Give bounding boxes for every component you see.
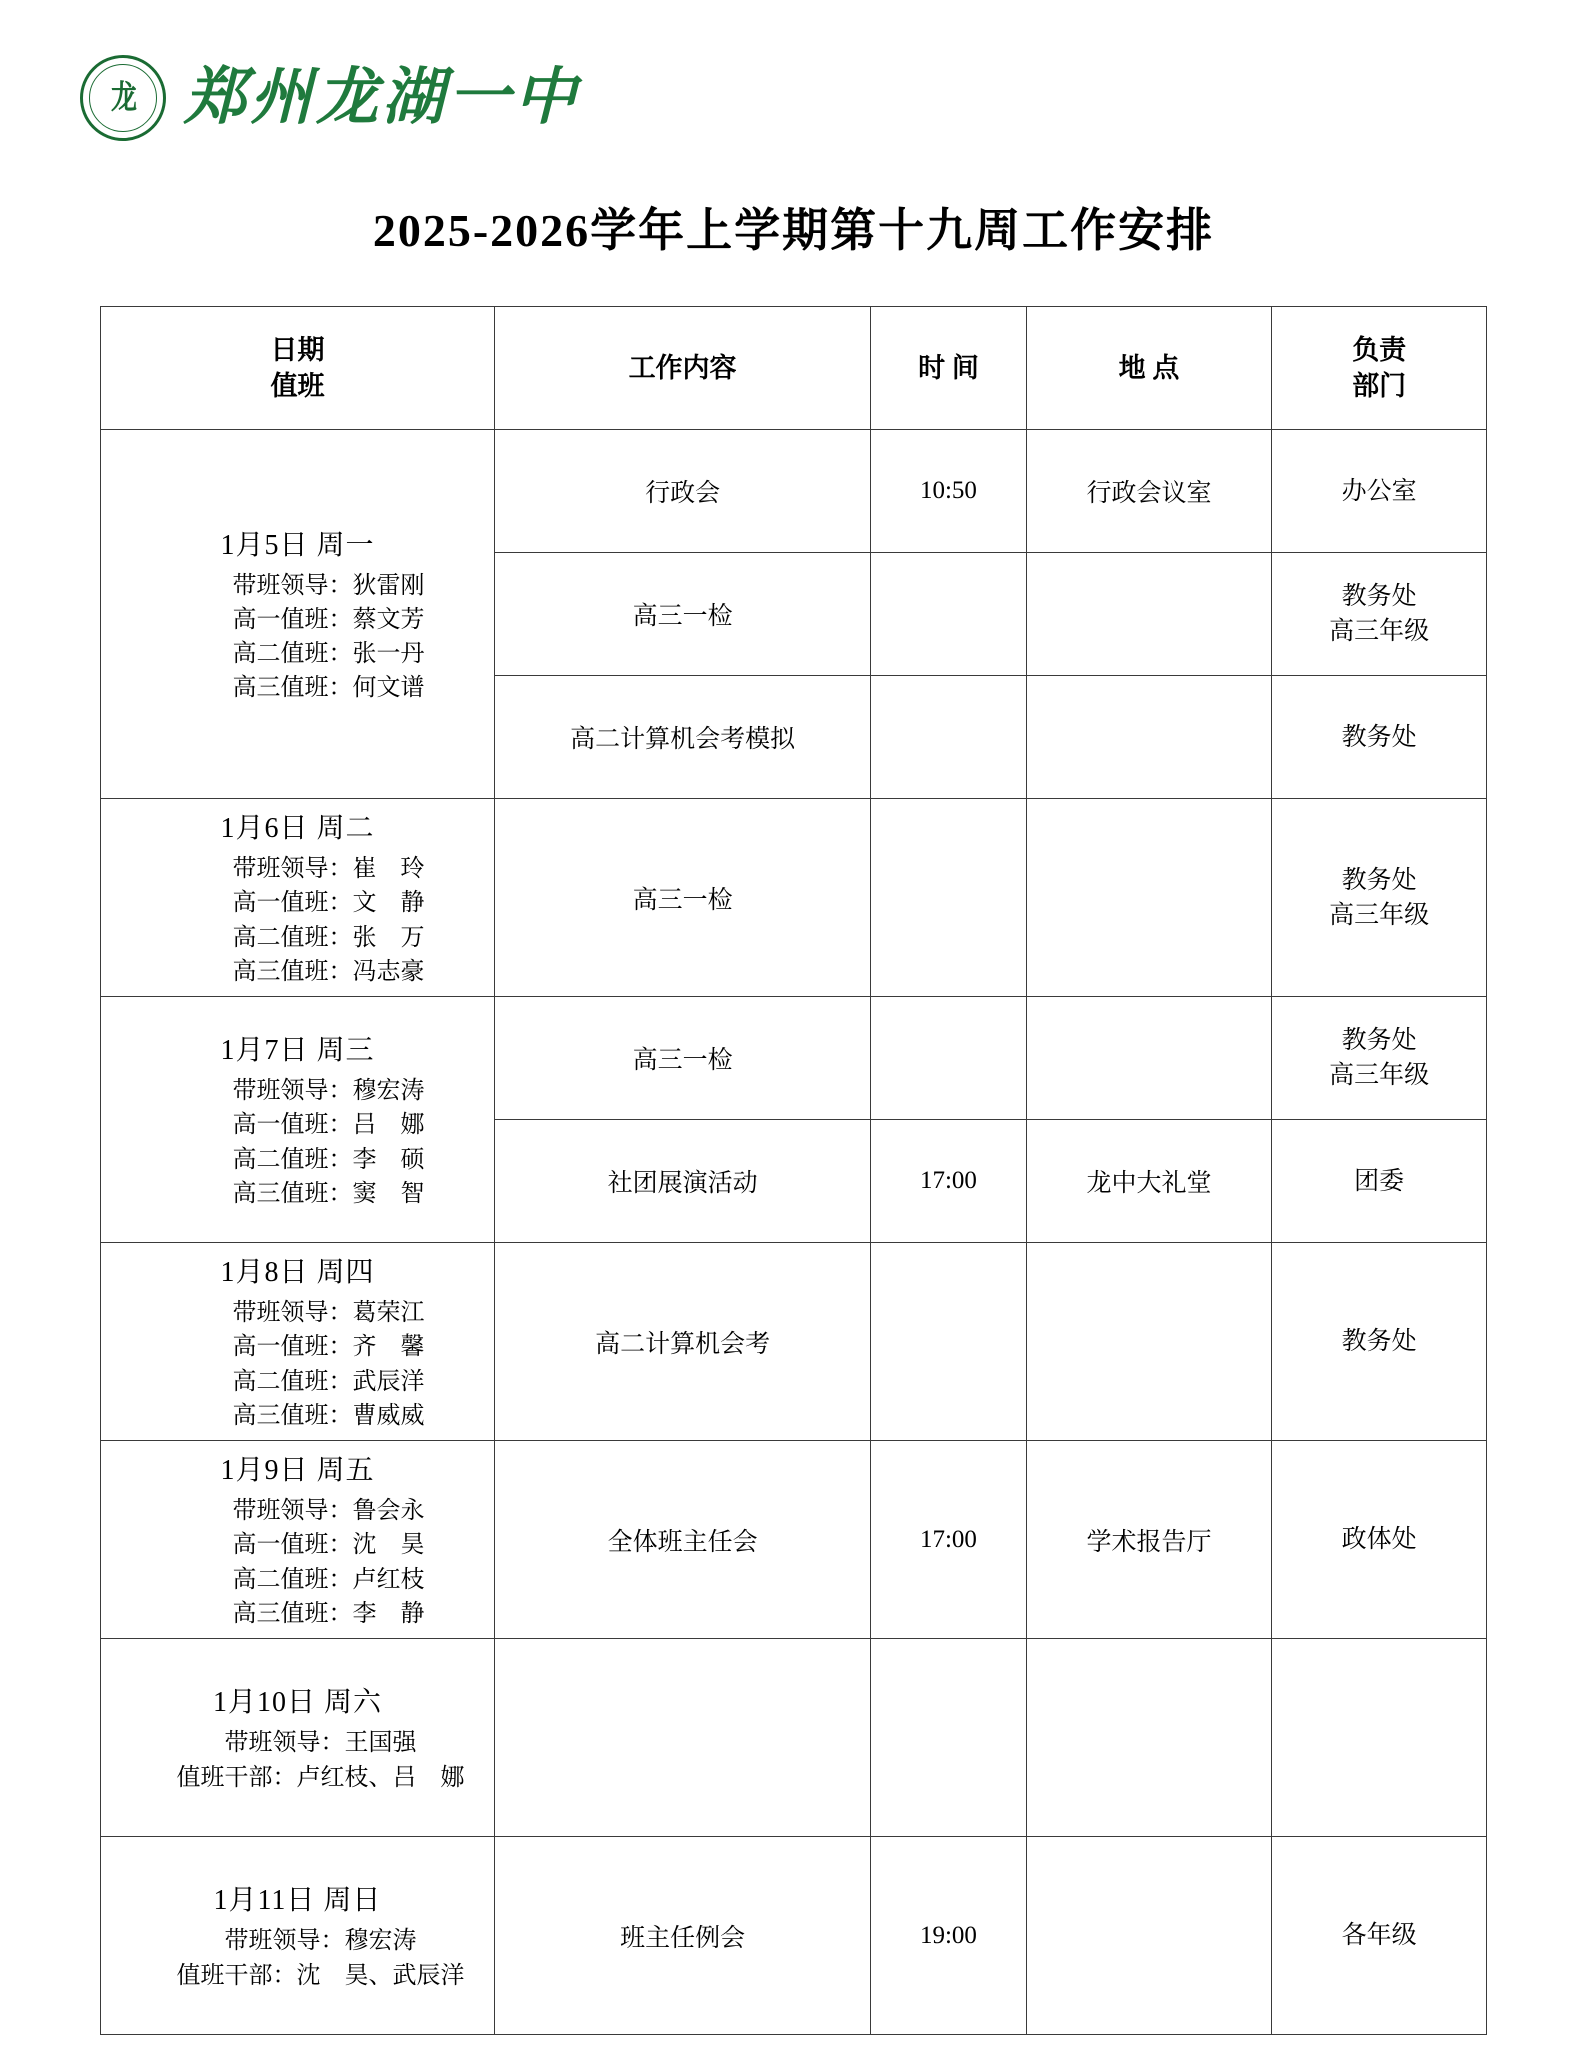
column-header-dept-line1: 负责	[1352, 334, 1407, 365]
department-cell	[1272, 1243, 1487, 1441]
time-cell: 19:00	[871, 1837, 1026, 2035]
seal-character: 龙	[110, 79, 135, 116]
work-content-cell: 高三一检	[494, 553, 870, 676]
time-cell: 17:00	[871, 1441, 1026, 1639]
place-cell	[1026, 799, 1272, 997]
column-header-date	[101, 307, 495, 430]
day-duty-cell	[101, 430, 495, 799]
duty-line: 带班领导：崔 玲	[232, 856, 425, 883]
duty-line: 高二值班：卢红枝	[232, 1566, 425, 1593]
day-duty-cell	[101, 1243, 495, 1441]
day-duty-cell	[101, 997, 495, 1243]
duty-line: 高一值班：文 静	[232, 890, 425, 917]
day-date: 1月8日 周四	[220, 1257, 375, 1289]
day-date: 1月6日 周二	[220, 813, 375, 845]
day-duty-cell	[101, 1441, 495, 1639]
work-content-cell: 高二计算机会考	[494, 1243, 870, 1441]
day-duty-list	[105, 1924, 490, 1992]
department-cell	[1272, 553, 1487, 676]
duty-line: 值班干部：卢红枝、吕 娜	[176, 1764, 465, 1791]
department-line: 高三年级	[1329, 618, 1430, 645]
column-header-date-line1: 日期	[270, 334, 325, 365]
place-cell	[1026, 997, 1272, 1120]
work-content-cell: 社团展演活动	[494, 1120, 870, 1243]
day-duty-list	[105, 852, 490, 988]
department-line: 团委	[1354, 1167, 1405, 1195]
table-row	[101, 1639, 1487, 1837]
place-cell	[1026, 553, 1272, 676]
day-duty-list	[105, 1494, 490, 1630]
schedule-table-wrapper	[100, 306, 1487, 2035]
day-duty-list	[105, 1296, 490, 1432]
day-duty-cell	[101, 1837, 495, 2035]
table-row	[101, 430, 1487, 553]
place-cell	[1026, 1837, 1272, 2035]
column-header-time-label: 时 间	[918, 352, 979, 383]
duty-line: 带班领导：穆宏涛	[224, 1928, 417, 1955]
place-cell: 龙中大礼堂	[1026, 1120, 1272, 1243]
duty-line: 高二值班：张 万	[232, 924, 425, 951]
department-line: 教务处	[1341, 1328, 1417, 1355]
day-date: 1月10日 周六	[212, 1687, 382, 1719]
column-header-dept-line2: 部门	[1352, 371, 1407, 401]
place-cell: 行政会议室	[1026, 430, 1272, 553]
column-header-content	[494, 307, 870, 430]
work-content-cell	[494, 1639, 870, 1837]
duty-line: 带班领导：葛荣江	[232, 1300, 425, 1327]
school-seal-icon	[80, 55, 166, 141]
time-cell	[871, 1243, 1026, 1441]
schedule-table-body	[101, 430, 1487, 2035]
duty-line: 高三值班：何文谱	[232, 675, 425, 702]
work-content-cell: 行政会	[494, 430, 870, 553]
department-line: 政体处	[1341, 1526, 1417, 1553]
work-content-cell: 高二计算机会考模拟	[494, 676, 870, 799]
duty-line: 高一值班：吕 娜	[232, 1112, 425, 1139]
place-cell	[1026, 676, 1272, 799]
schedule-table	[100, 306, 1487, 2035]
table-header-row	[101, 307, 1487, 430]
department-cell	[1272, 799, 1487, 997]
place-cell	[1026, 1243, 1272, 1441]
column-header-content-label: 工作内容	[628, 352, 737, 383]
department-cell	[1272, 1120, 1487, 1243]
place-cell	[1026, 1639, 1272, 1837]
duty-line: 高三值班：李 静	[232, 1600, 425, 1627]
time-cell	[871, 799, 1026, 997]
duty-line: 带班领导：王国强	[224, 1730, 417, 1757]
column-header-dept	[1272, 307, 1487, 430]
day-duty-list	[105, 569, 490, 705]
table-row	[101, 1837, 1487, 2035]
department-line: 教务处	[1341, 1027, 1417, 1054]
day-date: 1月11日 周日	[213, 1885, 382, 1917]
day-duty-cell	[101, 799, 495, 997]
day-duty-list	[105, 1074, 490, 1210]
duty-line: 高三值班：曹威威	[232, 1402, 425, 1429]
page-title: 2025-2026学年上学期第十九周工作安排	[372, 205, 1215, 256]
duty-line: 高三值班：窦 智	[232, 1180, 425, 1207]
department-cell	[1272, 997, 1487, 1120]
time-cell	[871, 553, 1026, 676]
duty-line: 高二值班：张一丹	[232, 641, 425, 667]
duty-line: 高一值班：沈 昊	[232, 1532, 425, 1559]
table-row	[101, 1243, 1487, 1441]
document-header	[0, 0, 1587, 148]
department-line: 高三年级	[1329, 1062, 1430, 1089]
work-content-cell: 高三一检	[494, 799, 870, 997]
place-cell: 学术报告厅	[1026, 1441, 1272, 1639]
time-cell: 10:50	[871, 430, 1026, 553]
duty-line: 带班领导：鲁会永	[232, 1498, 425, 1525]
duty-line: 值班干部：沈 昊、武辰洋	[176, 1962, 465, 1989]
department-cell	[1272, 676, 1487, 799]
day-date: 1月9日 周五	[220, 1455, 375, 1487]
day-duty-cell	[101, 1639, 495, 1837]
day-date: 1月7日 周三	[220, 1035, 375, 1067]
department-line: 教务处	[1341, 866, 1417, 894]
table-row	[101, 997, 1487, 1120]
duty-line: 带班领导：穆宏涛	[232, 1078, 425, 1105]
work-content-cell: 高三一检	[494, 997, 870, 1120]
duty-line: 带班领导：狄雷刚	[232, 572, 425, 599]
time-cell	[871, 676, 1026, 799]
column-header-date-line2: 值班	[270, 371, 325, 401]
duty-line: 高三值班：冯志豪	[232, 958, 425, 985]
day-duty-list	[105, 1726, 490, 1794]
department-line: 教务处	[1341, 583, 1417, 610]
department-cell	[1272, 1639, 1487, 1837]
day-date: 1月5日 周一	[220, 529, 375, 561]
work-content-cell: 班主任例会	[494, 1837, 870, 2035]
duty-line: 高一值班：齐 馨	[232, 1334, 425, 1361]
department-line: 各年级	[1341, 1922, 1417, 1949]
department-line: 高三年级	[1329, 901, 1430, 929]
time-cell	[871, 997, 1026, 1120]
table-row	[101, 799, 1487, 997]
department-line: 办公室	[1341, 477, 1417, 505]
department-cell	[1272, 1441, 1487, 1639]
duty-line: 高二值班：武辰洋	[232, 1368, 425, 1395]
time-cell: 17:00	[871, 1120, 1026, 1243]
column-header-place-label: 地 点	[1118, 352, 1180, 383]
work-content-cell: 全体班主任会	[494, 1441, 870, 1639]
duty-line: 高一值班：蔡文芳	[232, 606, 425, 633]
duty-line: 高二值班：李 硕	[232, 1146, 425, 1173]
column-header-time	[871, 307, 1026, 430]
school-name: 郑州龙湖一中	[184, 64, 581, 132]
department-line: 教务处	[1341, 723, 1417, 751]
department-cell	[1272, 430, 1487, 553]
time-cell	[871, 1639, 1026, 1837]
department-cell	[1272, 1837, 1487, 2035]
column-header-place	[1026, 307, 1272, 430]
table-row	[101, 1441, 1487, 1639]
